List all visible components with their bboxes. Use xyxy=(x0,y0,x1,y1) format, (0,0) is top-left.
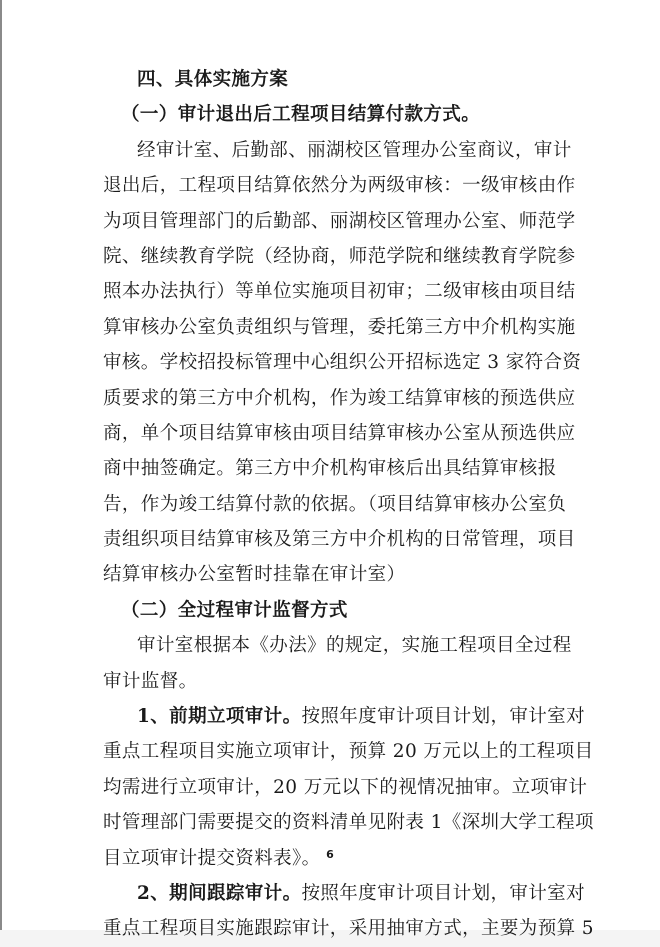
paragraph-1-line: 院、继续教育学院（经协商，师范学院和继续教育学院参 xyxy=(103,245,576,267)
paragraph-2-line: 审计室根据本《办法》的规定，实施工程项目全过程 xyxy=(137,635,572,657)
paragraph-1-line: 照本办法执行）等单位实施项目初审；二级审核由项目结 xyxy=(103,281,576,303)
paragraph-1-line: 结算审核办公室暂时挂靠在审计室） xyxy=(103,564,406,586)
item-2-first-line-text: 按照年度审计项目计划，审计室对 xyxy=(301,882,585,904)
paragraph-1-line: 商中抽签确定。第三方中介机构审核后出具结算审核报 xyxy=(103,458,557,480)
item-1-first-line xyxy=(103,699,585,734)
paragraph-1-line: 责组织项目结算审核及第三方中介机构的日常管理，项目 xyxy=(103,529,576,551)
paragraph-1-line: 经审计室、后勤部、丽湖校区管理办公室商议，审计 xyxy=(137,139,572,161)
paragraph-1-line: 为项目管理部门的后勤部、丽湖校区管理办公室、师范学 xyxy=(103,210,576,232)
item-2-first-line xyxy=(103,876,585,911)
paragraph-1-line: 质要求的第三方中介机构，作为竣工结算审核的预选供应 xyxy=(103,387,576,409)
item-2-line: 重点工程项目实施跟踪审计，采用抽审方式，主要为预算 5 xyxy=(103,918,594,940)
paragraph-1-line: 告，作为竣工结算付款的依据。（项目结算审核办公室负 xyxy=(103,493,567,515)
subsection-heading-1: （一）审计退出后工程项目结算付款方式。 xyxy=(121,104,481,126)
item-1-line: 目立项审计提交资料表》。 xyxy=(103,847,321,869)
item-2-title: 2、期间跟踪审计。 xyxy=(137,882,302,904)
paragraph-2-line: 审计监督。 xyxy=(103,670,198,692)
item-1-first-line-text: 按照年度审计项目计划，审计室对 xyxy=(301,706,585,728)
page-number: 6 xyxy=(326,848,334,861)
item-1-line: 均需进行立项审计，20 万元以下的视情况抽审。立项审计 xyxy=(103,776,588,798)
paragraph-1-line: 退出后，工程项目结算依然分为两级审核：一级审核由作 xyxy=(103,175,576,197)
item-1-line: 重点工程项目实施立项审计，预算 20 万元以上的工程项目 xyxy=(103,741,594,763)
item-1-title: 1、前期立项审计。 xyxy=(137,706,302,728)
document-body xyxy=(103,62,594,947)
paragraph-1-line: 商，单个项目结算审核由项目结算审核办公室从预选供应 xyxy=(103,422,576,444)
paragraph-1-line: 算审核办公室负责组织与管理，委托第三方中介机构实施 xyxy=(103,316,576,338)
page-edge xyxy=(0,0,2,930)
item-1-line: 时管理部门需要提交的资料清单见附表 1《深圳大学工程项 xyxy=(103,812,594,834)
subsection-heading-2: （二）全过程审计监督方式 xyxy=(121,599,348,621)
paragraph-1-line: 审核。学校招投标管理中心组织公开招标选定 3 家符合资 xyxy=(103,352,582,374)
section-heading: 四、具体实施方案 xyxy=(137,69,289,90)
